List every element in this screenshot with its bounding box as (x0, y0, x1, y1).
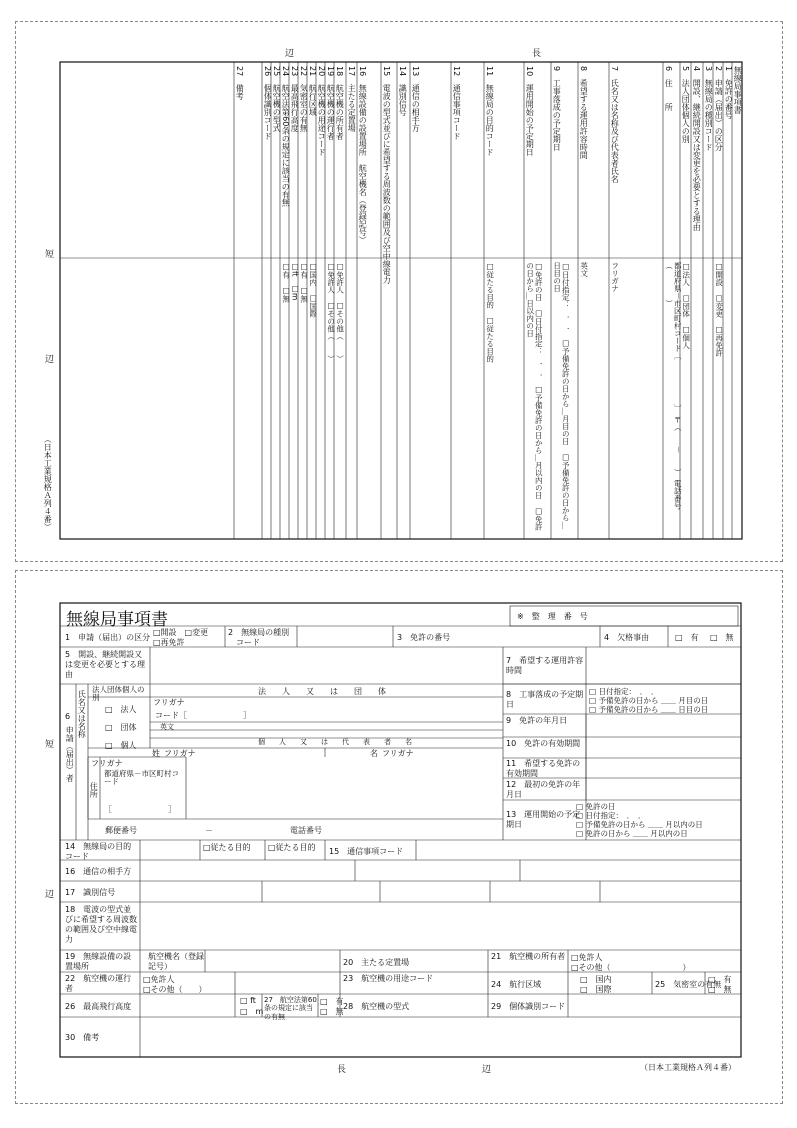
f7-label: 7 希望する運用許容時間 (506, 656, 584, 675)
f1-options[interactable]: □開設 □変更 (153, 628, 209, 637)
furigana-label: フリガナ (153, 698, 185, 707)
f4-no[interactable]: □ 無 (710, 633, 734, 642)
f4-yes[interactable]: □ 有 (675, 633, 699, 642)
sheet1-row-label: 15 電波の型式並びに希望する周波数の範囲及び空中線電力 (382, 66, 392, 285)
f6-side-label: 申請（届出）者 (65, 726, 75, 782)
hojin-head: 法 人 又 は 団 体 (258, 687, 386, 696)
f13-option-d[interactable]: □ 免許の日から ＿＿ 月以内の日 (576, 829, 688, 838)
f17-label: 17 識別信号 (65, 888, 116, 897)
sheet1-row-label: 17 主たる定置場 (347, 66, 357, 133)
f27-option-b[interactable]: □ 無 (320, 1007, 344, 1016)
daihyo-head: 個 人 又 は 代 表 者 名 (258, 738, 412, 746)
sheet1-row-label: 5 法人団体個人の別 (681, 66, 691, 144)
f19-b-label: 航空機名（登録記号） (148, 952, 204, 971)
top-long-label: 長 (532, 49, 542, 59)
f6-name-side: 氏名又は名称 (77, 690, 87, 738)
sheet1-row-label: 4 開設、継続開設又は変更を必要とする理由 (692, 66, 702, 232)
sheet1-row-value[interactable]: □日付指定： ． ． □予備免許の日から＿月目の日 □予備免許の日から＿日目の日 (552, 262, 571, 529)
sheet1-row-label: 21 航行区域 (308, 66, 318, 117)
sheet1-row-value[interactable]: □法人 □団体 □個人 (681, 262, 691, 349)
sheet1-row-value[interactable]: □免許人 □その他（ ） (335, 262, 345, 363)
f8-option-a[interactable]: □ 日付指定： ． ． (589, 687, 659, 696)
f22-option-b[interactable]: □その他（ ） (143, 985, 207, 994)
sheet1-row-value[interactable]: □国内 □国際 (308, 262, 318, 318)
f8-label: 8 工事落成の予定期日 (506, 690, 584, 710)
mei-furigana: フリガナ (382, 749, 414, 758)
eibun-label: 英文 (160, 723, 174, 731)
sheet1-row-label: 22 気密室の有無 (299, 66, 309, 133)
f26-label: 26 最高飛行高度 (65, 1002, 132, 1011)
sheet1-row-label: 24 航空法第60条の規定に該当の有無 (281, 66, 291, 207)
addr-code-field[interactable]: ［ ］ (104, 805, 176, 814)
sheet1-row-label: 26 個体識別コード (263, 66, 273, 141)
sheet1-row-value[interactable]: □ft □m (290, 262, 300, 301)
f3-label: 3 免許の番号 (397, 633, 451, 642)
sheet1-row-label: 27 備考 (235, 66, 245, 101)
hojin-checkbox[interactable]: □ 法人 (105, 705, 137, 714)
sheet1-row-value[interactable]: □有 □無 (299, 262, 309, 303)
side-short-b-label-2: 辺 (45, 890, 55, 900)
f26-option-a[interactable]: □ ft (240, 996, 256, 1005)
sheet1-row-value[interactable]: □免許人 □その他（ ） (326, 262, 336, 363)
sheet1-row-value[interactable]: □免許の日 □日付指定： ． ． □予備免許の日から＿月以内の日 □免許の日から＿日以内の日 (525, 262, 544, 531)
f13-label: 13 運用開始の予定期日 (506, 810, 581, 830)
code-field[interactable]: コード［ ］ (155, 711, 251, 720)
f26-option-b[interactable]: □ m (240, 1007, 264, 1016)
sheet1-row-label: 3 無線局の種別コード (704, 66, 714, 152)
yubin-dash: － (205, 826, 213, 835)
f5-label: 5 開設、継続開設又は変更を必要とする理由 (65, 650, 145, 679)
mei-label: 名 (370, 749, 378, 758)
f25-option-a[interactable]: □ 有 (708, 975, 732, 984)
bottom-short-label: 辺 (482, 1065, 492, 1075)
dantai-checkbox[interactable]: □ 団体 (105, 723, 137, 732)
sheet1-row-label: 10 運用開始の予定期日 (525, 66, 535, 157)
f29-label: 29 個体識別コード (491, 1002, 566, 1011)
f19-label: 19 無線設備の設置場所 (65, 952, 132, 971)
spec-label-sheet1: （日本工業規格Ａ列４番） (43, 435, 53, 531)
sheet1-row-value[interactable]: 都道府県－市区町村コード〔 〕 〒（ － ） 電話番号（ ） (664, 262, 683, 510)
sei-label: 姓 (152, 749, 160, 758)
sheet1-row-label: 18 航空機の所有者 (335, 66, 345, 141)
f21-option-a[interactable]: □免許人 (571, 953, 603, 962)
f22-option-a[interactable]: □免許人 (143, 975, 175, 984)
f12-label: 12 最初の免許の年月日 (506, 780, 581, 799)
addr-code-label: 都道府県－市区町村コード (104, 769, 179, 787)
f6-addr-side: 住所 (89, 782, 99, 798)
f1-options-2[interactable]: □再免許 (153, 638, 185, 647)
sheet1-row-label: 14 識別信号 (398, 66, 408, 117)
sheet1-title: 無線局事項書 (733, 66, 743, 114)
f6-number: 6 (65, 712, 71, 721)
bottom-long-label: 長 (337, 1065, 347, 1075)
sheet1-row-value[interactable]: フリガナ (610, 262, 620, 292)
sheet1-row-label: 13 通信の相手方 (411, 66, 421, 133)
f23-label: 23 航空機の用途コード (343, 974, 434, 983)
top-short-label: 辺 (285, 49, 295, 59)
f8-option-b[interactable]: □ 予備免許の日から ＿＿ 月目の日 (589, 696, 709, 705)
f11-label: 11 希望する免許の有効期間 (506, 759, 581, 778)
f25-option-b[interactable]: □ 無 (708, 985, 732, 994)
spec-label-sheet2: （日本工業規格Ａ列４番） (640, 1063, 736, 1072)
f13-option-c[interactable]: □ 予備免許の日から ＿＿ 月以内の日 (576, 820, 703, 829)
sheet1-row-label: 23 最高飛行高度 (290, 66, 300, 133)
f18-label: 18 電波の型式並びに希望する周波数の範囲及び空中線電力 (65, 905, 137, 944)
denwa-label: 電話番号 (290, 826, 322, 835)
f14-option-a[interactable]: □従たる目的 (203, 843, 251, 852)
sheet1-row-label: 6 住 所 (664, 66, 674, 112)
f20-label: 20 主たる定置場 (343, 958, 410, 967)
sheet1-row-label: 16 無線設備の設置場所 航空機名（登録記号） (358, 66, 368, 245)
sheet1-row-label: 12 通信事項コード (452, 66, 462, 141)
kojin-checkbox[interactable]: □ 個人 (105, 741, 137, 750)
f14-option-b[interactable]: □従たる目的 (268, 843, 316, 852)
sheet1-row-label: 9 工事落成の予定期日 (552, 66, 562, 152)
f2-label: 2 無線局の種別 (228, 628, 290, 637)
sheet1-row-label: 25 航空機の型式 (272, 66, 282, 133)
f28-label: 28 航空機の型式 (343, 1002, 410, 1011)
sheet1-row-value[interactable]: □開設 □変更 □再免許 (714, 262, 724, 357)
sheet1-row-label: 8 希望する運用許容時間 (579, 66, 589, 160)
sheet1-row-value[interactable]: □有 □無 (281, 262, 291, 303)
f14-label: 14 無線局の目的コード (65, 842, 132, 861)
sheet1-row-label: 2 申請（届出）の区分 (714, 66, 724, 152)
side-short-a-label: 短 (45, 250, 55, 260)
sheet1-row-label: 1 免許の番号 (724, 66, 734, 120)
sheet1-row-label: 19 航空機の運行者 (326, 66, 336, 141)
side-short-b-label: 辺 (45, 355, 55, 365)
f30-label: 30 備考 (65, 1033, 100, 1042)
sheet1-row-value[interactable]: □従たる目的 □従たる目的 (485, 262, 495, 363)
f22-label: 22 航空機の運行者 (65, 974, 132, 993)
f24-label: 24 航行区域 (491, 980, 542, 989)
sheet1-row-label: 11 無線局の目的コード (485, 66, 495, 157)
f10-label: 10 免許の有効期間 (506, 739, 581, 748)
f2-label-b: コード (236, 638, 260, 647)
f27-option-a[interactable]: □ 有 (320, 997, 344, 1006)
f27-label: 27 航空法第60条の規定に該当の有無 (264, 996, 317, 1021)
yubin-label: 郵便番号 (105, 826, 137, 835)
f13-option-a[interactable]: □ 免許の日 (576, 802, 616, 811)
f8-option-c[interactable]: □ 予備免許の日から ＿＿ 日目の日 (589, 705, 709, 714)
hojin-label: 法人団体個人の別 (92, 685, 145, 703)
f16-label: 16 通信の相手方 (65, 867, 132, 876)
f21-label: 21 航空機の所有者 (491, 952, 566, 961)
f9-label: 9 免許の年月日 (506, 716, 568, 725)
seiri-label: ※ 整 理 番 号 (517, 612, 588, 621)
sheet1-row-label: 20 航空機の用途コード (317, 66, 327, 157)
f25-label: 25 気密室の有無 (655, 980, 722, 989)
f15-label: 15 通信事項コード (329, 847, 404, 856)
sheet2-title: 無線局事項書 (66, 610, 168, 630)
side-short-a-label-2: 短 (45, 740, 55, 750)
f24-option-a[interactable]: □ 国内 (580, 975, 612, 984)
sheet1-row-value[interactable]: 英文 (579, 262, 589, 277)
f4-label: 4 欠格事由 (604, 633, 650, 642)
f24-option-b[interactable]: □ 国際 (580, 985, 612, 994)
f21-option-b[interactable]: □その他（ ） (571, 963, 691, 972)
sei-furigana: フリガナ (164, 749, 196, 758)
addr-furigana: フリガナ (91, 759, 123, 768)
f1-label: 1 申請（届出）の区分 (65, 633, 151, 642)
f13-option-b[interactable]: □ 日付指定： ． ． (576, 811, 646, 820)
sheet1-row-label: 7 氏名又は名称及び代表者氏名 (610, 66, 620, 184)
